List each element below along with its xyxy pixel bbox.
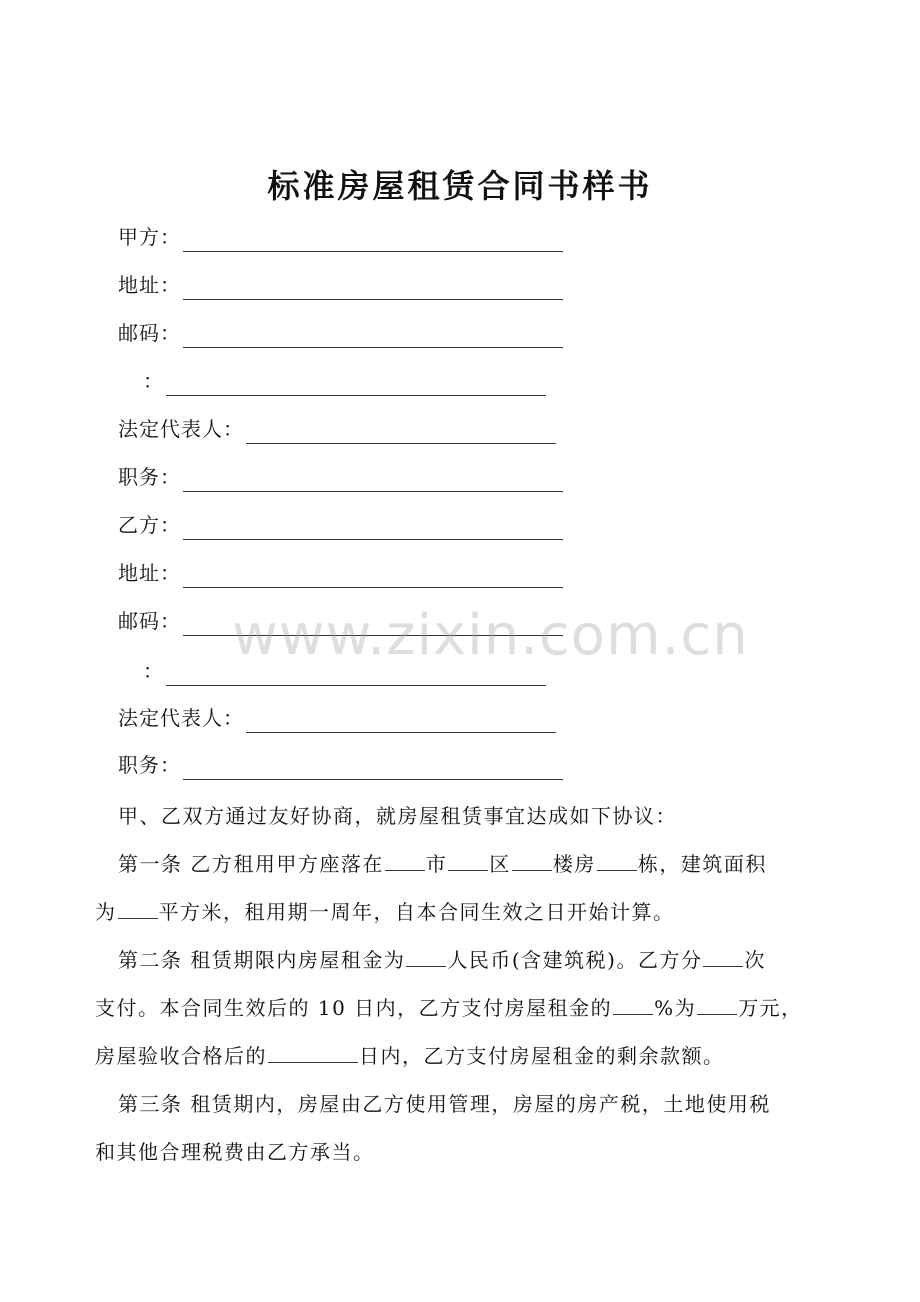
party-b-label: 乙方： [118,513,181,537]
party-a-postcode-blank[interactable] [183,325,563,348]
article-1-text-7: 平方米，租用期一周年，自本合同生效之日开始计算。 [158,900,675,924]
party-b-postcode-blank[interactable] [183,613,563,636]
article-2-line-3 [95,1032,825,1080]
article-3 [95,1080,825,1176]
article-1-text-6: 为 [95,900,117,924]
article-2-installments-blank[interactable] [703,942,743,967]
party-b-position-blank[interactable] [183,757,563,780]
party-b-position-field [118,750,563,780]
party-b-field [118,510,563,540]
article-1-text-4: 楼房 [552,852,596,876]
party-b-postcode-label: 邮码： [118,609,181,633]
party-a-label: 甲方： [118,225,181,249]
article-1-building-blank[interactable] [512,846,552,871]
party-a-unlabeled-colon: ： [143,369,164,393]
article-2-rent-blank[interactable] [406,942,446,967]
article-2-days-blank[interactable] [268,1038,358,1063]
party-b-address-blank[interactable] [183,565,563,588]
party-a-position-field [118,462,563,492]
party-b-unlabeled-field [143,656,546,686]
party-a-address-label: 地址： [118,273,181,297]
article-2-text-1: 第二条 租赁期限内房屋租金为 [118,948,406,972]
article-2-text-7: 房屋验收合格后的 [95,1044,267,1068]
document-title: 标准房屋租赁合同书样书 [267,167,653,205]
party-b-representative-field [118,703,556,733]
party-a-field [118,222,563,252]
article-2-line-2 [95,984,825,1032]
watermark: www.zixin.com.cn [232,603,749,668]
intro-text: 甲、乙双方通过友好协商，就房屋租赁事宜达成如下协议： [118,804,677,828]
party-b-representative-blank[interactable] [246,710,556,733]
party-b-address-label: 地址： [118,561,181,585]
party-a-representative-blank[interactable] [246,421,556,444]
party-b-unlabeled-blank[interactable] [166,663,546,686]
party-a-postcode-field [118,318,563,348]
article-1 [95,840,825,936]
party-a-representative-field [118,414,556,444]
article-1-text-2: 市 [425,852,448,876]
article-2-text-5: %为 [654,996,697,1020]
article-1-line-2 [95,888,825,936]
party-a-unlabeled-blank[interactable] [166,373,546,396]
article-3-line-1: 第三条 租赁期内，房屋由乙方使用管理，房屋的房产税，土地使用税 [118,1092,771,1116]
article-2-text-2: 人民币(含建筑税)。乙方分 [447,948,703,972]
article-1-line-1 [95,840,825,888]
article-1-text-5: 栋，建筑面积 [637,852,767,876]
party-a-representative-label: 法定代表人： [118,417,244,441]
party-b-representative-label: 法定代表人： [118,706,244,730]
article-1-area-blank[interactable] [118,894,158,919]
article-3-line-2: 和其他合理税费由乙方承当。 [95,1140,375,1164]
article-1-unit-blank[interactable] [597,846,637,871]
article-1-district-blank[interactable] [448,846,488,871]
party-b-position-label: 职务： [118,753,181,777]
article-2-amount-blank[interactable] [697,990,737,1015]
article-2 [95,936,825,1080]
intro-paragraph [118,792,848,840]
party-a-position-blank[interactable] [183,469,563,492]
article-1-city-blank[interactable] [385,846,425,871]
article-2-text-8: 日内，乙方支付房屋租金的剩余款额。 [359,1044,725,1068]
article-1-text-1: 第一条 乙方租用甲方座落在 [118,852,384,876]
party-a-unlabeled-field [143,366,546,396]
party-b-blank[interactable] [183,517,563,540]
article-2-percent-blank[interactable] [613,990,653,1015]
article-2-line-1 [95,936,825,984]
article-2-text-4: 支付。本合同生效后的 10 日内，乙方支付房屋租金的 [95,996,613,1020]
article-2-text-6: 万元， [738,996,803,1020]
party-a-address-blank[interactable] [183,277,563,300]
article-2-text-3: 次 [744,948,766,972]
party-b-unlabeled-colon: ： [143,659,164,683]
article-1-text-3: 区 [489,852,511,876]
party-a-postcode-label: 邮码： [118,321,181,345]
party-a-position-label: 职务： [118,465,181,489]
party-b-address-field [118,558,563,588]
party-a-blank[interactable] [183,229,563,252]
party-a-address-field [118,270,563,300]
party-b-postcode-field [118,606,563,636]
